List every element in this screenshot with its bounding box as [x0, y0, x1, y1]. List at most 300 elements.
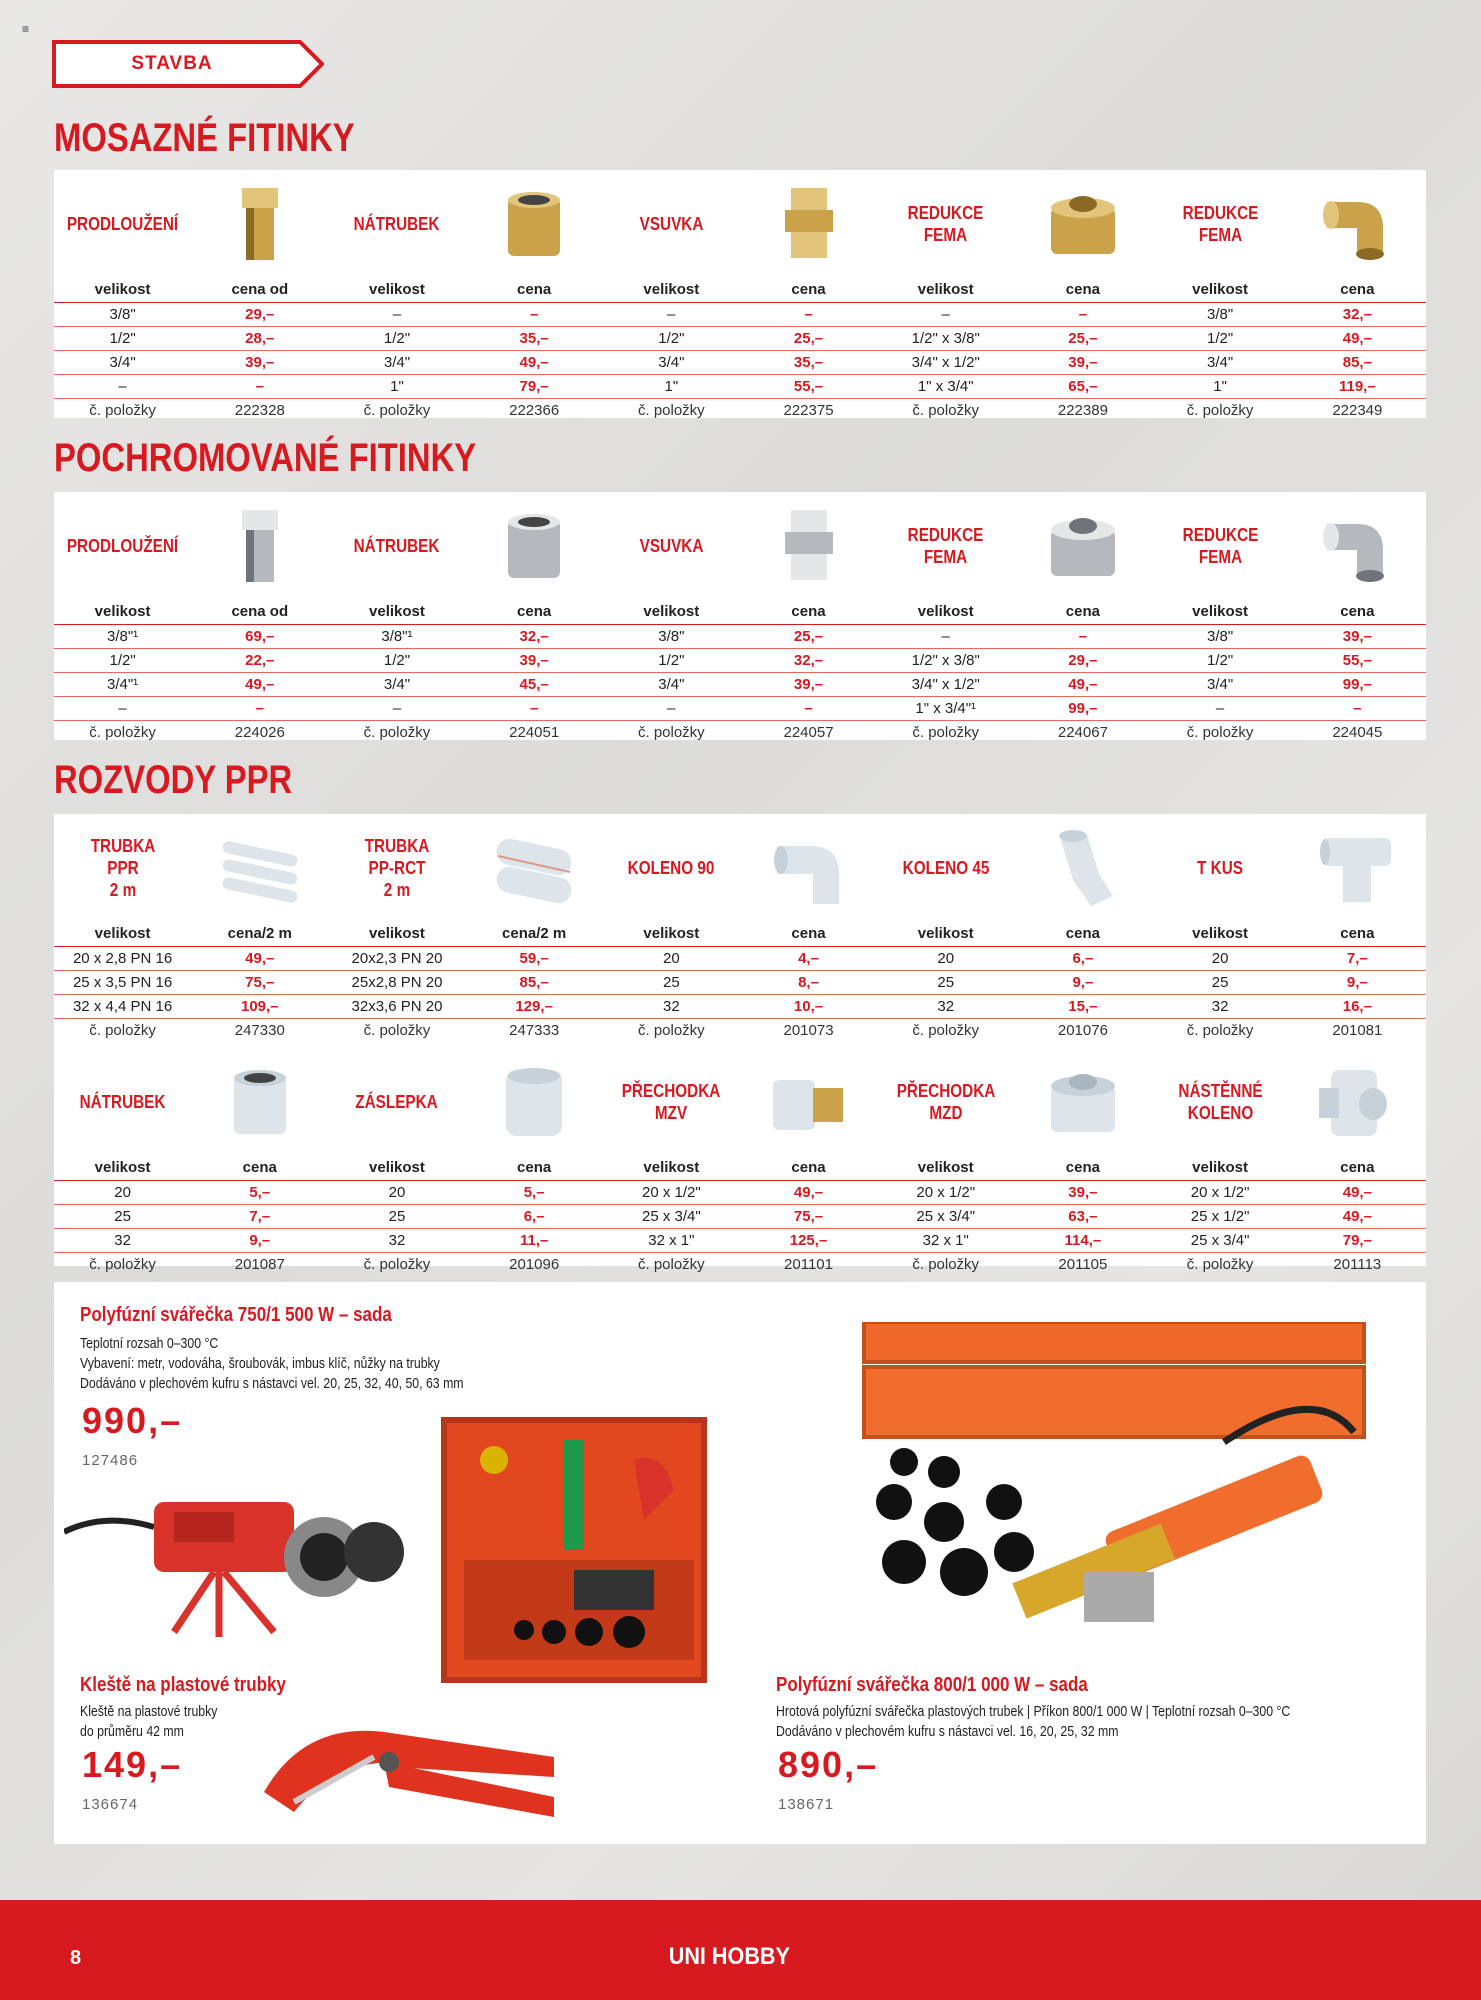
- ppr2-fitting-image: [466, 1048, 603, 1156]
- price-cell: 9,–: [1289, 970, 1426, 994]
- price-cell: 29,–: [1014, 648, 1151, 672]
- column-header: velikost: [1152, 600, 1289, 624]
- brass-product-name: PRODLOUŽENÍ: [66, 214, 179, 234]
- ppr2-product-row: [54, 1048, 1426, 1156]
- table-row: [54, 970, 1426, 994]
- item-code-label: č. položky: [637, 401, 705, 419]
- brass-fitting-image: [740, 170, 877, 278]
- column-header: cena: [1289, 278, 1426, 302]
- price-cell: 25,–: [1014, 326, 1151, 350]
- size-cell: 20 x 1/2": [877, 1180, 1014, 1204]
- column-header: velikost: [877, 922, 1014, 946]
- page-number: 8: [70, 1947, 82, 1969]
- price-cell: 49,–: [740, 1180, 877, 1204]
- column-header: velikost: [603, 600, 740, 624]
- column-header: cena: [1014, 1156, 1151, 1180]
- column-header: velikost: [1152, 922, 1289, 946]
- brand-logo: UNI HOBBY: [668, 1943, 790, 1970]
- size-cell: 25 x 3,5 PN 16: [54, 970, 191, 994]
- price-cell: 75,–: [740, 1204, 877, 1228]
- item-code: 224067: [1057, 723, 1108, 741]
- pliers-code: 136674: [82, 1796, 139, 1813]
- size-cell: 32 x 1": [603, 1228, 740, 1252]
- column-header: cena: [191, 1156, 328, 1180]
- size-cell: –: [603, 302, 740, 326]
- item-code-row: [54, 1018, 1426, 1042]
- ppr-product-name: TRUBKA PPR 2 m: [90, 836, 155, 900]
- item-code-row: [54, 1252, 1426, 1276]
- ppr-label-cell: [603, 814, 740, 922]
- size-cell: 1/2" x 3/8": [877, 648, 1014, 672]
- column-header: cena/2 m: [466, 922, 603, 946]
- price-cell: 129,–: [466, 994, 603, 1018]
- item-code: 222349: [1332, 401, 1383, 419]
- size-cell: –: [54, 696, 191, 720]
- column-header: cena: [466, 600, 603, 624]
- ppr-panel: [54, 814, 1426, 1273]
- table-row: [54, 696, 1426, 720]
- price-cell: 39,–: [1014, 1180, 1151, 1204]
- size-cell: 3/8": [54, 302, 191, 326]
- section-title-chrome: POCHROMOVANÉ FITINKY: [54, 436, 477, 480]
- ppr-fitting-image: [740, 814, 877, 922]
- price-cell: 59,–: [466, 946, 603, 970]
- column-header: velikost: [328, 922, 465, 946]
- brass-product-name: REDUKCE FEMA: [1182, 203, 1259, 245]
- item-code-label: č. položky: [89, 723, 156, 741]
- size-cell: 25: [603, 970, 740, 994]
- welder2-code: 138671: [778, 1796, 835, 1813]
- price-cell: 4,–: [740, 946, 877, 970]
- menu-icon[interactable]: ≡: [22, 22, 30, 36]
- ppr-product-name: T KUS: [1197, 858, 1244, 878]
- item-code: 224026: [234, 723, 285, 741]
- size-cell: 3/8": [1152, 302, 1289, 326]
- chrome-product-name: REDUKCE FEMA: [1182, 525, 1259, 567]
- section-title-brass: MOSAZNÉ FITINKY: [54, 116, 355, 160]
- price-cell: 39,–: [1014, 350, 1151, 374]
- price-cell: 35,–: [740, 350, 877, 374]
- item-code-label: č. položky: [1186, 401, 1254, 419]
- brass-label-cell: [603, 170, 740, 278]
- column-header: cena: [740, 600, 877, 624]
- size-cell: 3/4": [1152, 350, 1289, 374]
- chrome-fittings-panel: [54, 492, 1426, 740]
- item-code: 224057: [783, 723, 834, 741]
- item-code: 222366: [509, 401, 560, 419]
- ppr-product-row: [54, 814, 1426, 922]
- price-cell: 65,–: [1014, 374, 1151, 398]
- item-code-label: č. položky: [363, 401, 431, 419]
- table-row: [54, 1204, 1426, 1228]
- item-code: 224051: [509, 723, 560, 741]
- item-code-label: č. položky: [1186, 1255, 1254, 1273]
- price-cell: 10,–: [740, 994, 877, 1018]
- brass-label-cell: [54, 170, 191, 278]
- price-cell: –: [740, 696, 877, 720]
- brass-fitting-image: [1289, 170, 1426, 278]
- size-cell: 32: [1152, 994, 1289, 1018]
- price-cell: 109,–: [191, 994, 328, 1018]
- price-cell: 55,–: [740, 374, 877, 398]
- price-cell: 25,–: [740, 624, 877, 648]
- size-cell: 1": [603, 374, 740, 398]
- size-cell: 1" x 3/4"¹: [877, 696, 1014, 720]
- column-header: cena: [1289, 1156, 1426, 1180]
- column-header: velikost: [1152, 1156, 1289, 1180]
- item-code-label: č. položky: [363, 1255, 431, 1273]
- column-header: cena/2 m: [191, 922, 328, 946]
- column-header: velikost: [328, 600, 465, 624]
- price-cell: 15,–: [1014, 994, 1151, 1018]
- size-cell: 3/8"¹: [54, 624, 191, 648]
- column-header: cena: [740, 922, 877, 946]
- item-code-label: č. položky: [89, 1255, 156, 1273]
- column-header: cena: [1289, 600, 1426, 624]
- price-cell: 49,–: [1289, 326, 1426, 350]
- ppr-price-table: [54, 922, 1426, 1042]
- item-code-label: č. položky: [1186, 723, 1254, 741]
- ppr-label-cell: [328, 814, 465, 922]
- size-cell: 20: [877, 946, 1014, 970]
- size-cell: 20: [328, 1180, 465, 1204]
- size-cell: 20 x 2,8 PN 16: [54, 946, 191, 970]
- ppr-fitting-image: [191, 814, 328, 922]
- size-cell: 3/4" x 1/2": [877, 350, 1014, 374]
- welder2-desc: Hrotová polyfúzní svářečka plastových trubek | Příkon 800/1 000 W | Teplotní rozsah 0–300 °C Dodáváno v plechovém kufru s nástavci vel. 16, 20, 25, 32 mm: [776, 1703, 1291, 1740]
- price-cell: 29,–: [191, 302, 328, 326]
- price-cell: 6,–: [466, 1204, 603, 1228]
- size-cell: 1" x 3/4": [877, 374, 1014, 398]
- welder1-case-image: [434, 1410, 724, 1700]
- price-cell: 49,–: [466, 350, 603, 374]
- column-header: cena: [740, 1156, 877, 1180]
- size-cell: 25 x 1/2": [1152, 1204, 1289, 1228]
- size-cell: 1/2": [603, 648, 740, 672]
- price-cell: 49,–: [1289, 1180, 1426, 1204]
- price-cell: 28,–: [191, 326, 328, 350]
- item-code-label: č. položky: [637, 1021, 705, 1039]
- brass-product-name: NÁTRUBEK: [354, 214, 440, 234]
- column-header: velikost: [603, 278, 740, 302]
- column-header: velikost: [603, 922, 740, 946]
- price-cell: 63,–: [1014, 1204, 1151, 1228]
- price-cell: 85,–: [1289, 350, 1426, 374]
- item-code-label: č. položky: [363, 1021, 431, 1039]
- item-code-row: [54, 720, 1426, 744]
- price-cell: –: [466, 302, 603, 326]
- size-cell: 25: [877, 970, 1014, 994]
- ppr2-fitting-image: [1289, 1048, 1426, 1156]
- size-cell: 32 x 1": [877, 1228, 1014, 1252]
- brass-fittings-panel: [54, 170, 1426, 418]
- column-header: velikost: [603, 1156, 740, 1180]
- table-row: [54, 946, 1426, 970]
- ppr-product-name: TRUBKA PP-RCT 2 m: [364, 836, 430, 900]
- column-header: cena: [1289, 922, 1426, 946]
- table-row: [54, 1228, 1426, 1252]
- price-cell: 39,–: [191, 350, 328, 374]
- size-cell: 3/4": [603, 672, 740, 696]
- table-row: [54, 326, 1426, 350]
- size-cell: 32x3,6 PN 20: [328, 994, 465, 1018]
- pliers-desc: Kleště na plastové trubky do průměru 42 mm: [80, 1703, 218, 1740]
- ppr2-product-name: NÁSTĚNNÉ KOLENO: [1178, 1081, 1263, 1123]
- price-cell: 75,–: [191, 970, 328, 994]
- brass-product-name: VSUVKA: [639, 214, 704, 234]
- chrome-label-cell: [603, 492, 740, 600]
- price-cell: 39,–: [466, 648, 603, 672]
- size-cell: 3/4": [328, 672, 465, 696]
- size-cell: 3/4": [328, 350, 465, 374]
- column-header: cena: [740, 278, 877, 302]
- price-cell: 39,–: [1289, 624, 1426, 648]
- item-code: 201073: [783, 1021, 834, 1039]
- price-cell: 49,–: [1289, 1204, 1426, 1228]
- size-cell: 25x2,8 PN 20: [328, 970, 465, 994]
- table-row: [54, 672, 1426, 696]
- chrome-fitting-image: [740, 492, 877, 600]
- brass-fitting-image: [466, 170, 603, 278]
- size-cell: 1": [328, 374, 465, 398]
- price-cell: 5,–: [191, 1180, 328, 1204]
- brass-fitting-image: [1014, 170, 1151, 278]
- price-cell: –: [1014, 624, 1151, 648]
- item-code-label: č. položky: [912, 1021, 980, 1039]
- size-cell: 32 x 4,4 PN 16: [54, 994, 191, 1018]
- item-code: 222375: [783, 401, 834, 419]
- item-code: 222389: [1057, 401, 1108, 419]
- ppr-fitting-image: [1289, 814, 1426, 922]
- price-cell: 5,–: [466, 1180, 603, 1204]
- chrome-product-name: NÁTRUBEK: [354, 536, 440, 556]
- price-cell: 49,–: [191, 946, 328, 970]
- size-cell: 25 x 3/4": [603, 1204, 740, 1228]
- item-code-label: č. položky: [912, 723, 980, 741]
- size-cell: 1/2": [54, 648, 191, 672]
- size-cell: –: [603, 696, 740, 720]
- category-label: STAVBA: [131, 53, 213, 74]
- item-code: 201113: [1333, 1255, 1382, 1273]
- size-cell: 25: [1152, 970, 1289, 994]
- column-header: cena od: [191, 278, 328, 302]
- price-cell: 9,–: [1014, 970, 1151, 994]
- column-header: velikost: [877, 278, 1014, 302]
- welder2-image: [844, 1322, 1404, 1642]
- column-header: velikost: [328, 1156, 465, 1180]
- chrome-label-cell: [877, 492, 1014, 600]
- size-cell: 1/2": [1152, 326, 1289, 350]
- item-code-label: č. položky: [637, 1255, 705, 1273]
- item-code: 247330: [234, 1021, 285, 1039]
- pliers-price: 149,–: [82, 1744, 183, 1785]
- category-badge: [52, 40, 324, 88]
- price-cell: 99,–: [1014, 696, 1151, 720]
- size-cell: –: [877, 302, 1014, 326]
- table-row: [54, 1180, 1426, 1204]
- price-cell: 99,–: [1289, 672, 1426, 696]
- size-cell: 32: [328, 1228, 465, 1252]
- column-header: velikost: [877, 1156, 1014, 1180]
- pliers-image: [254, 1702, 574, 1832]
- size-cell: 1/2": [54, 326, 191, 350]
- welder1-title: Polyfúzní svářečka 750/1 500 W – sada: [80, 1304, 392, 1326]
- size-cell: 20: [54, 1180, 191, 1204]
- price-cell: 39,–: [740, 672, 877, 696]
- size-cell: –: [1152, 696, 1289, 720]
- size-cell: 3/8": [603, 624, 740, 648]
- item-code-label: č. položky: [89, 401, 156, 419]
- column-header: velikost: [877, 600, 1014, 624]
- table-row: [54, 624, 1426, 648]
- price-cell: 125,–: [740, 1228, 877, 1252]
- chrome-fitting-image: [466, 492, 603, 600]
- ppr2-price-table: [54, 1156, 1426, 1276]
- ppr2-product-name: PŘECHODKA MZV: [622, 1081, 721, 1123]
- item-code: 201105: [1058, 1255, 1108, 1273]
- chrome-fitting-image: [1014, 492, 1151, 600]
- item-code: 201096: [509, 1255, 560, 1273]
- column-header: cena: [466, 1156, 603, 1180]
- size-cell: 3/8": [1152, 624, 1289, 648]
- item-code-label: č. položky: [363, 723, 431, 741]
- price-cell: 32,–: [740, 648, 877, 672]
- price-cell: 32,–: [1289, 302, 1426, 326]
- column-header: cena od: [191, 600, 328, 624]
- column-header: velikost: [1152, 278, 1289, 302]
- table-row: [54, 374, 1426, 398]
- welder1-image: [64, 1472, 434, 1642]
- welder1-code: 127486: [82, 1452, 139, 1469]
- column-header: cena: [1014, 278, 1151, 302]
- item-code: 247333: [509, 1021, 560, 1039]
- size-cell: 25: [328, 1204, 465, 1228]
- item-code-label: č. položky: [912, 401, 980, 419]
- price-cell: –: [191, 374, 328, 398]
- price-cell: 45,–: [466, 672, 603, 696]
- size-cell: 1": [1152, 374, 1289, 398]
- price-cell: 49,–: [191, 672, 328, 696]
- chrome-product-name: PRODLOUŽENÍ: [66, 536, 179, 556]
- item-code: 201081: [1332, 1021, 1383, 1039]
- size-cell: 20: [603, 946, 740, 970]
- price-cell: 9,–: [191, 1228, 328, 1252]
- price-cell: 85,–: [466, 970, 603, 994]
- item-code: 201076: [1057, 1021, 1108, 1039]
- ppr2-label-cell: [877, 1048, 1014, 1156]
- table-header-row: [54, 278, 1426, 302]
- brass-product-row: [54, 170, 1426, 278]
- item-code-label: č. položky: [912, 1255, 980, 1273]
- size-cell: 25 x 3/4": [1152, 1228, 1289, 1252]
- size-cell: 1/2": [1152, 648, 1289, 672]
- table-row: [54, 350, 1426, 374]
- ppr2-label-cell: [54, 1048, 191, 1156]
- ppr-label-cell: [877, 814, 1014, 922]
- welder2-title: Polyfúzní svářečka 800/1 000 W – sada: [776, 1674, 1088, 1696]
- column-header: velikost: [54, 278, 191, 302]
- brass-label-cell: [328, 170, 465, 278]
- item-code: 222328: [234, 401, 285, 419]
- table-header-row: [54, 922, 1426, 946]
- ppr2-label-cell: [328, 1048, 465, 1156]
- ppr-fitting-image: [1014, 814, 1151, 922]
- column-header: velikost: [54, 600, 191, 624]
- price-cell: 49,–: [1014, 672, 1151, 696]
- ppr2-product-name: NÁTRUBEK: [79, 1092, 166, 1112]
- size-cell: –: [328, 302, 465, 326]
- price-cell: 25,–: [740, 326, 877, 350]
- welder1-desc: Teplotní rozsah 0–300 °C Vybavení: metr, vodováha, šroubovák, imbus klíč, nůžky na trubky Dodáváno v plechovém kufru s nástavci vel. 20, 25, 32, 40, 50, 63 mm: [80, 1335, 464, 1392]
- brass-price-table: [54, 278, 1426, 422]
- ppr-product-name: KOLENO 45: [902, 858, 990, 878]
- price-cell: 114,–: [1014, 1228, 1151, 1252]
- price-cell: –: [466, 696, 603, 720]
- item-code: 201087: [234, 1255, 285, 1273]
- welder-promo-panel: [54, 1282, 1426, 1844]
- table-header-row: [54, 600, 1426, 624]
- column-header: cena: [466, 278, 603, 302]
- table-row: [54, 994, 1426, 1018]
- ppr2-fitting-image: [191, 1048, 328, 1156]
- item-code-label: č. položky: [1186, 1021, 1254, 1039]
- size-cell: 32: [54, 1228, 191, 1252]
- ppr-label-cell: [54, 814, 191, 922]
- column-header: cena: [1014, 600, 1151, 624]
- size-cell: 1/2": [328, 648, 465, 672]
- table-row: [54, 302, 1426, 326]
- chrome-product-name: VSUVKA: [639, 536, 704, 556]
- ppr2-fitting-image: [1014, 1048, 1151, 1156]
- size-cell: 20 x 1/2": [1152, 1180, 1289, 1204]
- size-cell: 25: [54, 1204, 191, 1228]
- size-cell: 20 x 1/2": [603, 1180, 740, 1204]
- price-cell: 79,–: [466, 374, 603, 398]
- ppr2-fitting-image: [740, 1048, 877, 1156]
- pliers-title: Kleště na plastové trubky: [80, 1674, 286, 1696]
- chrome-fitting-image: [1289, 492, 1426, 600]
- price-cell: 22,–: [191, 648, 328, 672]
- ppr2-label-cell: [603, 1048, 740, 1156]
- ppr2-product-name: ZÁSLEPKA: [355, 1092, 439, 1112]
- price-cell: 7,–: [191, 1204, 328, 1228]
- welder1-price: 990,–: [82, 1400, 183, 1441]
- size-cell: 1/2": [603, 326, 740, 350]
- column-header: velikost: [54, 1156, 191, 1180]
- price-cell: 35,–: [466, 326, 603, 350]
- brass-label-cell: [1152, 170, 1289, 278]
- size-cell: 32: [877, 994, 1014, 1018]
- ppr-fitting-image: [466, 814, 603, 922]
- price-cell: 8,–: [740, 970, 877, 994]
- brass-label-cell: [877, 170, 1014, 278]
- column-header: velikost: [54, 922, 191, 946]
- chrome-price-table: [54, 600, 1426, 744]
- column-header: cena: [1014, 922, 1151, 946]
- price-cell: 32,–: [466, 624, 603, 648]
- chrome-product-row: [54, 492, 1426, 600]
- chrome-product-name: REDUKCE FEMA: [907, 525, 984, 567]
- item-code-label: č. položky: [89, 1021, 156, 1039]
- ppr-product-name: KOLENO 90: [628, 858, 715, 878]
- size-cell: 3/4": [1152, 672, 1289, 696]
- ppr2-product-name: PŘECHODKA MZD: [896, 1081, 996, 1123]
- table-row: [54, 648, 1426, 672]
- column-header: velikost: [328, 278, 465, 302]
- price-cell: 11,–: [466, 1228, 603, 1252]
- size-cell: 32: [603, 994, 740, 1018]
- price-cell: 16,–: [1289, 994, 1426, 1018]
